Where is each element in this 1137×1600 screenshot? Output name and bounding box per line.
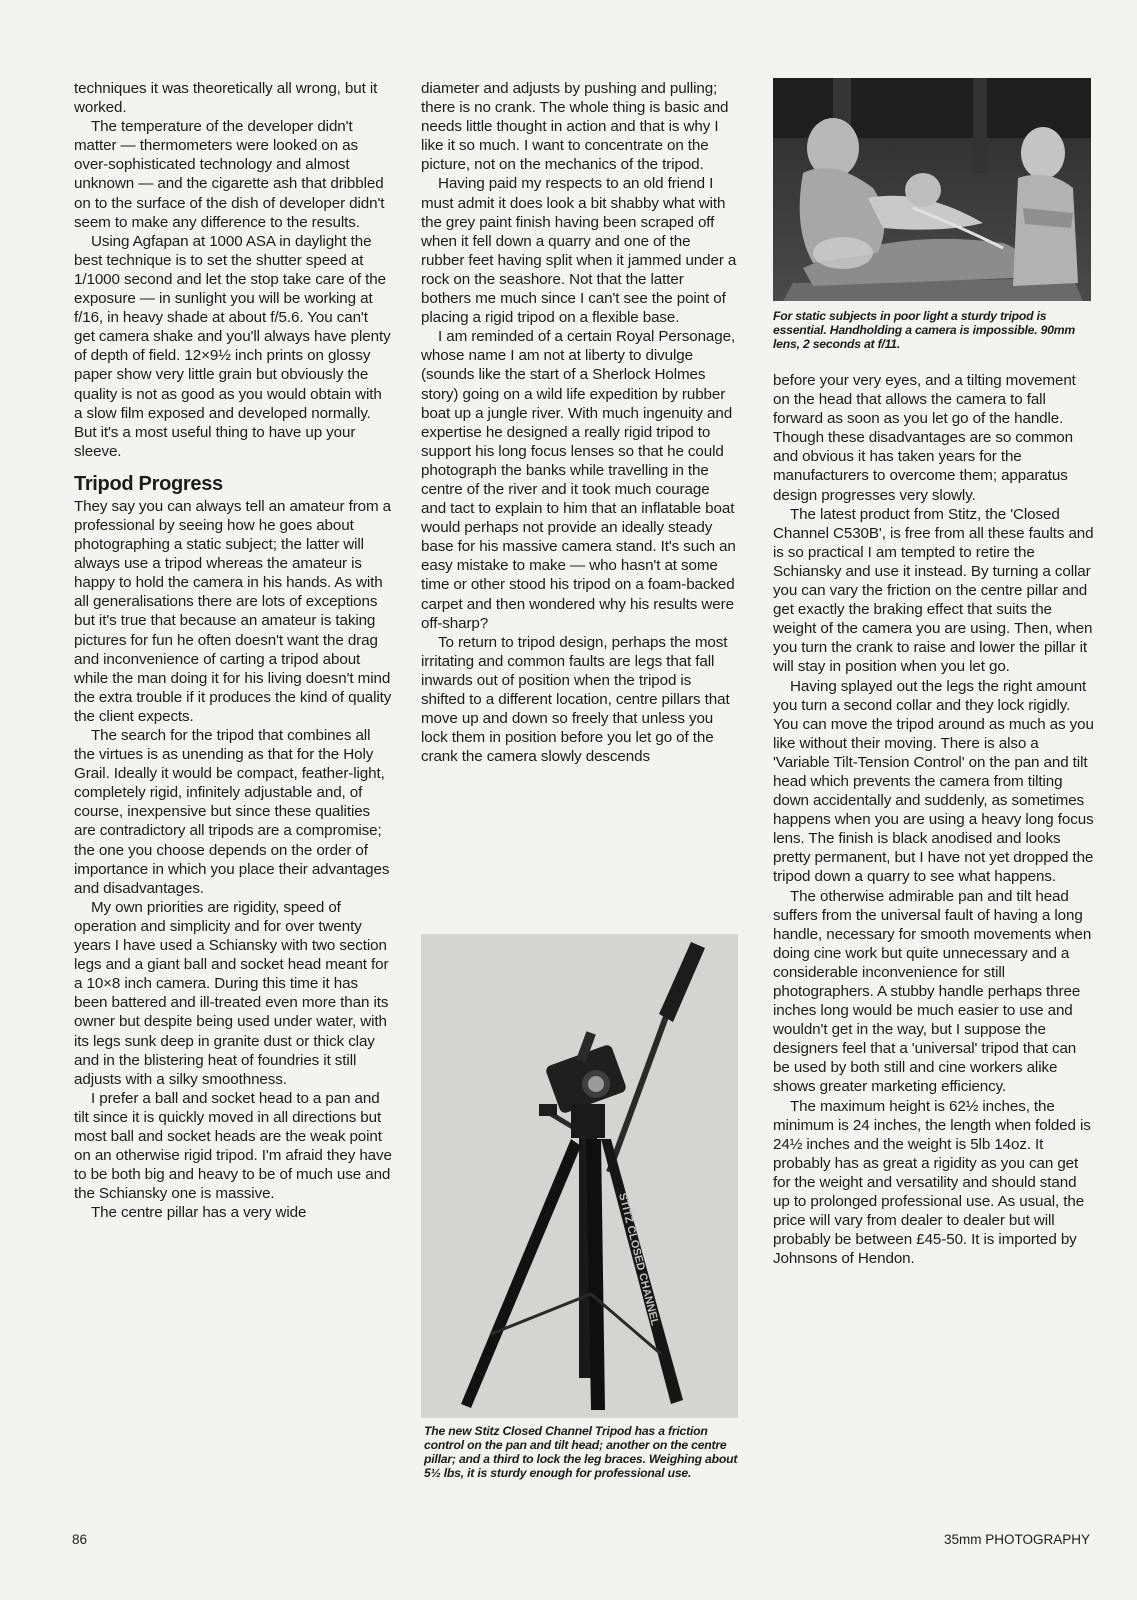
paragraph: The latest product from Stitz, the 'Closed Channel C530B', is free from all these faults and is so practical I am tempted to retire the Schiansky and use it instead. By turning a collar you can vary the friction on the centre pillar and get exactly the braking effect that suits the weight of the camera you are using. Then, when you turn the crank to raise and lower the pillar it will stay in position when you let go. [773, 505, 1094, 676]
paragraph: techniques it was theoretically all wrong, but it worked. [74, 80, 378, 117]
paragraph: The temperature of the developer didn't matter — thermometers were looked on as over-sophisticated technology and almost unknown — and the cigarette ash that dribbled on to the surface of the dish of developer didn't seem to make any difference to the results. [74, 118, 385, 231]
paragraph: before your very eyes, and a tilting movement on the head that allows the camera to fall forward as soon as you let go of the handle. Though these disadvantages are so common and obvious it has taken years for the manufacturers to overcome them; apparatus design progresses very slowly. [773, 372, 1076, 504]
paragraph: To return to tripod design, perhaps the most irritating and common faults are legs that fall inwards out of position when the tripod is shifted to a different location, centre pillars that move up and down so freely that unless you lock them in position before you let go of the crank the camera slowly descends [421, 633, 730, 766]
article-column-3 [773, 371, 1095, 1268]
tripod-photo [421, 934, 738, 1418]
paragraph: I am reminded of a certain Royal Personage, whose name I am not at liberty to divulge (sounds like the start of a Sherlock Holmes story) going on a wild life expedition by rubber boat up a jungle river. With much ingenuity and expertise he designed a really rigid tripod to support his long focus lenses so that he could photograph the banks while travelling in the centre of the river and it took much courage and tact to explain to him that an inflatable boat would perhaps not provide an ideally steady base for his massive camera stand. It's such an easy mistake to make — who hasn't at some time or other stood his tripod on a foam-backed carpet and then wondered why his results were off-sharp? [421, 328, 736, 632]
paragraph: I prefer a ball and socket head to a pan and tilt since it is quickly moved in all directions but most ball and socket heads are the weak point on an otherwise rigid tripod. I'm afraid they have to be both big and heavy to be of much use and the Schiansky one is massive. [74, 1089, 392, 1203]
paragraph: The maximum height is 62½ inches, the minimum is 24 inches, the length when folded is 24½ inches and the weight is 5lb 14oz. It probably has as great a rigidity as you can get for the weight and versatility and should stand up to prolonged professional use. As usual, the price will vary from dealer to dealer but will probably be between £45-50. It is imported by Johnsons of Hendon. [773, 1097, 1091, 1268]
tripod-photo-caption: The new Stitz Closed Channel Tripod has a friction control on the pan and tilt head; another on the centre pillar; and a third to lock the leg braces. Weighing about 5½ lbs, it is sturdy enough for professional use. [424, 1424, 738, 1480]
paragraph: They say you can always tell an amateur from a professional by seeing how he goes about photographing a static subject; the latter will always use a tripod whereas the amateur is happy to hold the camera in his hands. As with all generalisations there are lots of exceptions but it's true that because an amateur is taking pictures for fun he often doesn't want the drag and inconvenience of carting a tripod about while the man doing it for his living doesn't mind the extra trouble if it produces the kind of quality the client expects. [74, 497, 392, 725]
tripod-illustration [421, 934, 738, 1418]
paragraph: Using Agfapan at 1000 ASA in daylight the best technique is to set the shutter speed at 1/1000 second and let the stop take care of the exposure — in sunlight you will be working at f/16, in heavy shade at about f/5.6. You can't get camera shake and you'll always have plenty of depth of field. 12×9½ inch prints on glossy paper show very little grain but obviously the quality is not as good as you would obtain with a slow film exposed and developed normally. But it's a most useful thing to have up your sleeve. [74, 232, 391, 460]
page-number: 86 [72, 1532, 88, 1547]
statues-photo-caption: For static subjects in poor light a sturdy tripod is essential. Handholding a camera is impossible. 90mm lens, 2 seconds at f/11. [773, 309, 1076, 351]
article-column-2 [421, 79, 737, 766]
section-heading: Tripod Progress [74, 472, 223, 495]
statues-illustration [773, 78, 1091, 301]
paragraph: diameter and adjusts by pushing and pulling; there is no crank. The whole thing is basic and needs little thought in action and that is why I like it so much. I want to concentrate on the picture, not on the mechanics of the tripod. [421, 80, 729, 174]
paragraph: My own priorities are rigidity, speed of operation and simplicity and for over twenty years I have used a Schiansky with two section legs and a giant ball and socket head meant for a 10×8 inch camera. During this time it has been battered and ill-treated even more than its owner but despite being used under water, with its legs sunk deep in granite dust or thick clay and in the blistering heat of foundries it still adjusts with a silky smoothness. [74, 898, 389, 1088]
article-column-1 [74, 79, 392, 1222]
magazine-title: 35mm PHOTOGRAPHY [943, 1532, 1090, 1547]
paragraph: Having paid my respects to an old friend I must admit it does look a bit shabby what with the grey paint finish having been scraped off when it fell down a quarry and one of the rubber feet having split when it jammed under a rock on the seashore. Not that the latter bothers me much since I can't see the point of placing a rigid tripod on a flexible base. [421, 175, 737, 327]
paragraph: The centre pillar has a very wide [91, 1204, 307, 1222]
tripod-brand-label: STITZ CLOSED CHANNEL [616, 1191, 661, 1327]
paragraph: Having splayed out the legs the right amount you turn a second collar and they lock rigidly. You can move the tripod around as much as you like without their moving. There is also a 'Variable Tilt-Tension Control' on the pan and tilt head which prevents the camera from tilting down accidentally and suddenly, as sometimes happens when you are using a heavy long focus lens. The finish is black anodised and looks pretty permanent, but I have not yet dropped the tripod down a quarry to see what happens. [773, 677, 1094, 886]
paragraph: The search for the tripod that combines all the virtues is as unending as that for the Holy Grail. Ideally it would be compact, feather-light, completely rigid, infinitely adjustable and, of course, inexpensive but since these qualities are contradictory all tripods are a compromise; the one you choose depends on the order of importance in which you place their advantages and disadvantages. [74, 727, 390, 897]
statues-photo [773, 78, 1091, 301]
paragraph: The otherwise admirable pan and tilt head suffers from the universal fault of having a long handle, necessary for smooth movements when doing cine work but quite unnecessary and a considerable inconvenience for still photographers. A stubby handle perhaps three inches long would be much easier to use and wouldn't get in the way, but I suppose the designers feel that a 'universal' tripod that can be used by both still and cine workers alike shows greater marketing efficiency. [773, 887, 1092, 1096]
